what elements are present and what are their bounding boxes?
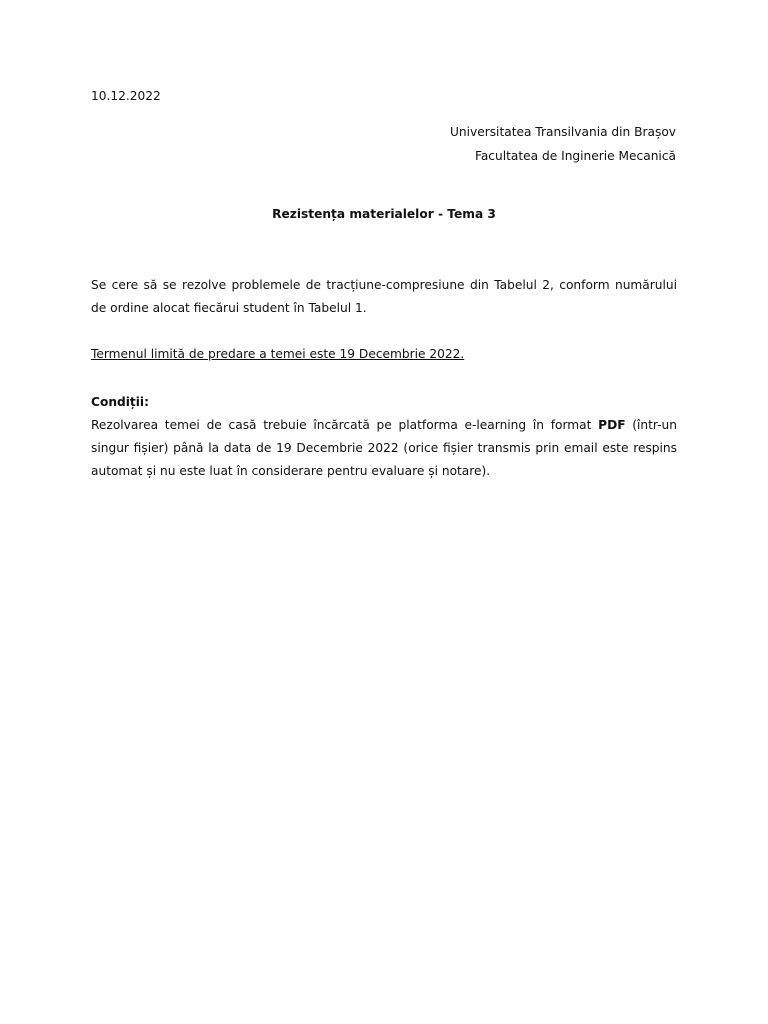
university-name: Universitatea Transilvania din Brașov — [449, 125, 676, 139]
document-title: Rezistența materialelor - Tema 3 — [272, 207, 496, 221]
institution-header — [450, 120, 676, 168]
intro-paragraph: Se cere să se rezolve problemele de tracțiune-compresiune din Tabelul 2, conform numărului de ordine alocat fiecărui student în Tabelul 1. — [91, 278, 677, 315]
deadline-text: Termenul limită de predare a temei este 19 Decembrie 2022. — [91, 347, 465, 361]
conditions-format: PDF — [598, 418, 626, 432]
document-date: 10.12.2022 — [91, 89, 161, 103]
faculty-name: Facultatea de Inginerie Mecanică — [474, 149, 676, 163]
conditions-paragraph — [91, 414, 677, 483]
conditions-text-before: Rezolvarea temei de casă trebuie încărcată pe platforma e-learning în format — [91, 418, 599, 432]
conditions-text-after: (într-un singur fișier) până la data de 19 Decembrie 2022 (orice fișier transmis prin email este respins automat și nu este luat în considerare pentru evaluare și notare). — [91, 418, 677, 478]
conditions-label: Condiții: — [91, 395, 149, 409]
